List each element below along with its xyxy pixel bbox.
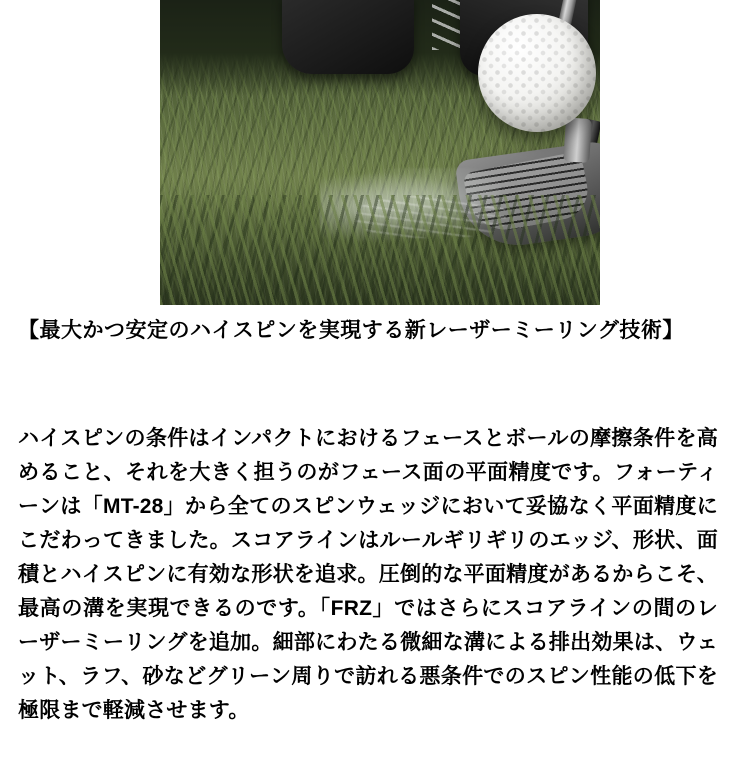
golf-shoe-left — [282, 0, 414, 74]
hero-image-container — [160, 0, 600, 305]
golf-ball-dimples — [478, 14, 596, 132]
foreground-grass — [160, 195, 600, 305]
club-hosel — [563, 117, 592, 163]
golf-wedge-impact-photo — [160, 0, 600, 305]
body-paragraph: ハイスピンの条件はインパクトにおけるフェースとボールの摩擦条件を高めること、それを大きく担うのがフェース面の平面精度です。フォーティーンは「MT-28」から全てのスピンウェッジにおいて妥協なく平面精度にこだわってきました。スコアラインはルールギリギリのエッジ、形状、面積とハイスピンに有効な形状を追求。圧倒的な平面精度があるからこそ、最高の溝を実現できるのです。「FRZ」ではさらにスコアラインの間のレーザーミーリングを追加。細部にわたる微細な溝による排出効果は、ウェット、ラフ、砂などグリーン周りで訪れる悪条件でのスピン性能の低下を極限まで軽減させます。 — [18, 427, 718, 723]
golf-ball — [478, 14, 596, 132]
section-heading: 【最大かつ安定のハイスピンを実現する新レーザーミーリング技術】 — [18, 319, 684, 342]
